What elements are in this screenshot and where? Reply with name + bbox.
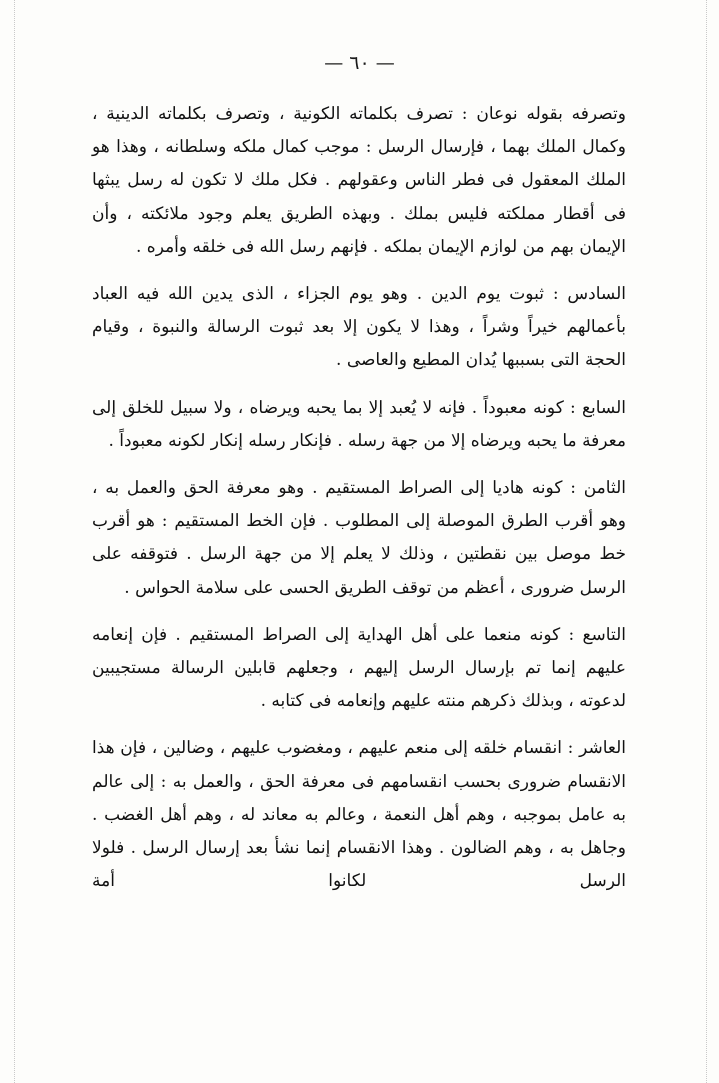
paragraph-tenth: العاشر : انقسام خلقه إلى منعم عليهم ، ومغضوب عليهم ، وضالين ، فإن هذا الانقسام ضرورى بحسب انقسامهم فى معرفة الحق ، والعمل به : إلى عالم به عامل بموجبه ، وهم أهل النعمة ، وعالم به معاند له ، وهم أهل الغضب . وجاهل به ، وهم الضالون . وهذا الانقسام إنما نشأ بعد إرسال الرسل . فلولا الرسل لكانوا أمة [92,738,626,892]
paragraph-eighth: الثامن : كونه هاديا إلى الصراط المستقيم . وهو معرفة الحق والعمل به ، وهو أقرب الطرق الموصلة إلى المطلوب . فإن الخط المستقيم : هو أقرب خط موصل بين نقطتين ، وذلك لا يعلم إلا من جهة الرسل . فتوقفه على الرسل ضرورى ، أعظم من توقف الطريق الحسى على سلامة الحواس . [92,478,626,598]
scan-margin-line-right [706,0,707,1083]
paragraph-ninth: التاسع : كونه منعما على أهل الهداية إلى الصراط المستقيم . فإن إنعامه عليهم إنما تم بإرسال الرسل إليهم ، وجعلهم قابلين الرسالة مستجيبين لدعوته ، وبذلك ذكرهم منته عليهم وإنعامه فى كتابه . [92,624,626,712]
page-body [92,98,626,898]
paragraph-seventh: السابع : كونه معبوداً . فإنه لا يُعبد إلا بما يحبه ويرضاه ، ولا سبيل للخلق إلى معرفة ما يحبه ويرضاه إلا من جهة رسله . فإنكار رسله إنكار لكونه معبوداً . [92,397,626,451]
page-number: — ٦٠ — [324,52,395,74]
paragraph-sixth: السادس : ثبوت يوم الدين . وهو يوم الجزاء ، الذى يدين الله فيه العباد بأعمالهم خيراً وشراً ، وهذا لا يكون إلا بعد ثبوت الرسالة والنبوة ، وقيام الحجة التى بسببها يُدان المطيع والعاصى . [92,284,626,371]
paragraph-intro: وتصرفه بقوله نوعان : تصرف بكلماته الكونية ، وتصرف بكلماته الدينية ، وكمال الملك بهما ، فإرسال الرسل : موجب كمال ملكه وسلطانه ، وهذا هو الملك المعقول فى فطر الناس وعقولهم . فكل ملك لا تكون له رسل يبثها فى أقطار مملكته فليس بملك . وبهذه الطريق يعلم وجود ملائكته ، وأن الإيمان بهم من لوازم الإيمان بملكه . فإنهم رسل الله فى خلقه وأمره . [92,104,626,257]
scan-margin-line-left [14,0,15,1083]
